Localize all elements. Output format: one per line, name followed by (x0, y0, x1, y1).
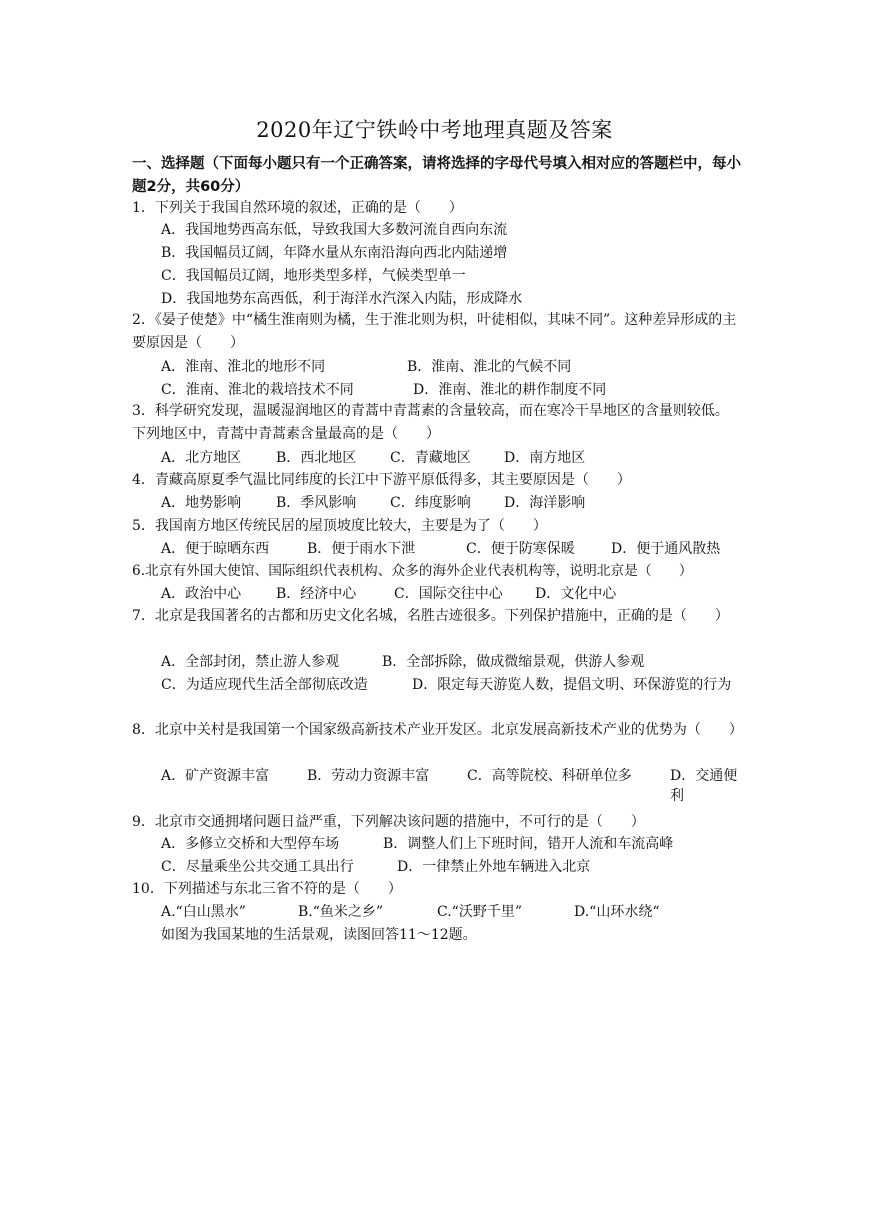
question-5-option-d: D．便于通风散热 (611, 541, 721, 557)
question-2-option-c: C．淮南、淮北的栽培技术不同 (161, 382, 354, 398)
question-7-option-b: B．全部拆除，做成微缩景观，供游人参观 (382, 654, 645, 670)
question-5-option-c: C．便于防寒保暖 (466, 541, 575, 557)
question-7-options-row-2 (161, 675, 739, 695)
question-9-stem: 9．北京市交通拥堵问题日益严重，下列解决该问题的措施中，不可行的是（ ） (132, 814, 645, 830)
figure-prompt: 如图为我国某地的生活景观，读图回答11～12题。 (161, 927, 477, 943)
question-9-options-row-1 (161, 834, 673, 854)
question-10-options (161, 902, 660, 922)
question-8-stem: 8．北京中关村是我国第一个国家级高新技术产业开发区。北京发展高新技术产业的优势为（ ） (132, 722, 743, 738)
question-4-option-d: D．海洋影响 (504, 495, 586, 511)
question-10-option-a: A.“白山黑水” (161, 904, 246, 920)
question-8-options (161, 766, 740, 806)
question-5-option-a: A．便于晾晒东西 (161, 541, 270, 557)
question-1-option-a: A．我国地势西高东低，导致我国大多数河流自西向东流 (161, 222, 508, 238)
question-1-stem: 1．下列关于我国自然环境的叙述，正确的是（ ） (132, 200, 463, 216)
question-6-option-a: A．政治中心 (161, 586, 242, 602)
question-5-options (161, 539, 720, 559)
question-2-option-a: A．淮南、淮北的地形不同 (161, 359, 326, 375)
question-10-option-b: B.“鱼米之乡” (298, 904, 384, 920)
question-6-option-b: B．经济中心 (276, 586, 357, 602)
question-7-option-a: A．全部封闭，禁止游人参观 (161, 654, 340, 670)
question-7-option-d: D．限定每天游览人数，提倡文明、环保游览的行为 (412, 677, 732, 693)
question-10-stem: 10．下列描述与东北三省不符的是（ ） (132, 881, 402, 897)
question-5-stem: 5．我国南方地区传统民居的屋顶坡度比较大，主要是为了（ ） (132, 518, 547, 534)
question-1-option-d: D．我国地势东高西低，利于海洋水汽深入内陆，形成降水 (161, 291, 523, 307)
question-6-options (161, 584, 616, 604)
question-6-stem: 6.北京有外国大使馆、国际组织代表机构、众多的海外企业代表机构等，说明北京是（ ） (132, 563, 693, 579)
section-heading: 一、选择题（下面每小题只有一个正确答案，请将选择的字母代号填入相对应的答题栏中，每小题2分，共60分） (132, 156, 741, 195)
question-8-option-b: B．劳动力资源丰富 (307, 768, 430, 784)
question-2-option-b: B．淮南、淮北的气候不同 (407, 359, 572, 375)
question-7-options-row-1 (161, 652, 644, 672)
question-3-stem: 3．科学研究发现，温暖湿润地区的青蒿中青蒿素的含量较高，而在寒冷干旱地区的含量则较低。下列地区中，青蒿中青蒿素含量最高的是（ ） (132, 403, 729, 442)
question-3-option-d: D．南方地区 (504, 450, 586, 466)
question-9-options-row-2 (161, 857, 590, 877)
question-4-option-c: C．纬度影响 (390, 495, 471, 511)
question-8-option-d: D．交通便利 (670, 768, 738, 804)
question-2-options-row-2 (161, 380, 606, 400)
question-9-option-a: A．多修立交桥和大型停车场 (161, 836, 340, 852)
question-4-option-b: B．季风影响 (276, 495, 357, 511)
page-title: 2020年辽宁铁岭中考地理真题及答案 (256, 118, 613, 142)
question-4-option-a: A．地势影响 (161, 495, 242, 511)
question-9-option-d: D．一律禁止外地车辆进入北京 (397, 859, 591, 875)
question-10-option-d: D.“山环水绕“ (574, 904, 660, 920)
question-9-option-b: B．调整人们上下班时间，错开人流和车流高峰 (383, 836, 674, 852)
question-2-option-d: D．淮南、淮北的耕作制度不同 (413, 382, 607, 398)
question-4-stem: 4．青藏高原夏季气温比同纬度的长江中下游平原低得多，其主要原因是（ ） (132, 472, 631, 488)
question-10-option-c: C.“沃野千里” (437, 904, 522, 920)
question-3-option-b: B．西北地区 (276, 450, 357, 466)
question-2-options-row-1 (161, 357, 571, 377)
question-9-option-c: C．尽量乘坐公共交通工具出行 (161, 859, 354, 875)
question-7-option-c: C．为适应现代生活全部彻底改造 (161, 677, 368, 693)
question-3-options (161, 448, 585, 468)
question-3-option-a: A．北方地区 (161, 450, 242, 466)
question-1-option-c: C．我国幅员辽阔，地形类型多样，气候类型单一 (161, 268, 466, 284)
question-3-option-c: C．青藏地区 (390, 450, 471, 466)
question-1-option-b: B．我国幅员辽阔，年降水量从东南沿海向西北内陆递增 (161, 245, 508, 261)
question-4-options (161, 493, 585, 513)
question-7-stem: 7．北京是我国著名的古都和历史文化名城，名胜古迹很多。下列保护措施中，正确的是（ ） (132, 608, 729, 624)
question-2-stem: 2．《晏子使楚》中“橘生淮南则为橘，生于淮北则为枳，叶徒相似，其味不同”。这种差异形成的主要原因是（ ） (132, 312, 737, 351)
question-6-option-c: C．国际交往中心 (394, 586, 503, 602)
question-8-option-c: C．高等院校、科研单位多 (467, 768, 632, 784)
question-6-option-d: D．文化中心 (535, 586, 617, 602)
question-5-option-b: B．便于雨水下泄 (307, 541, 416, 557)
question-8-option-a: A．矿产资源丰富 (161, 768, 270, 784)
